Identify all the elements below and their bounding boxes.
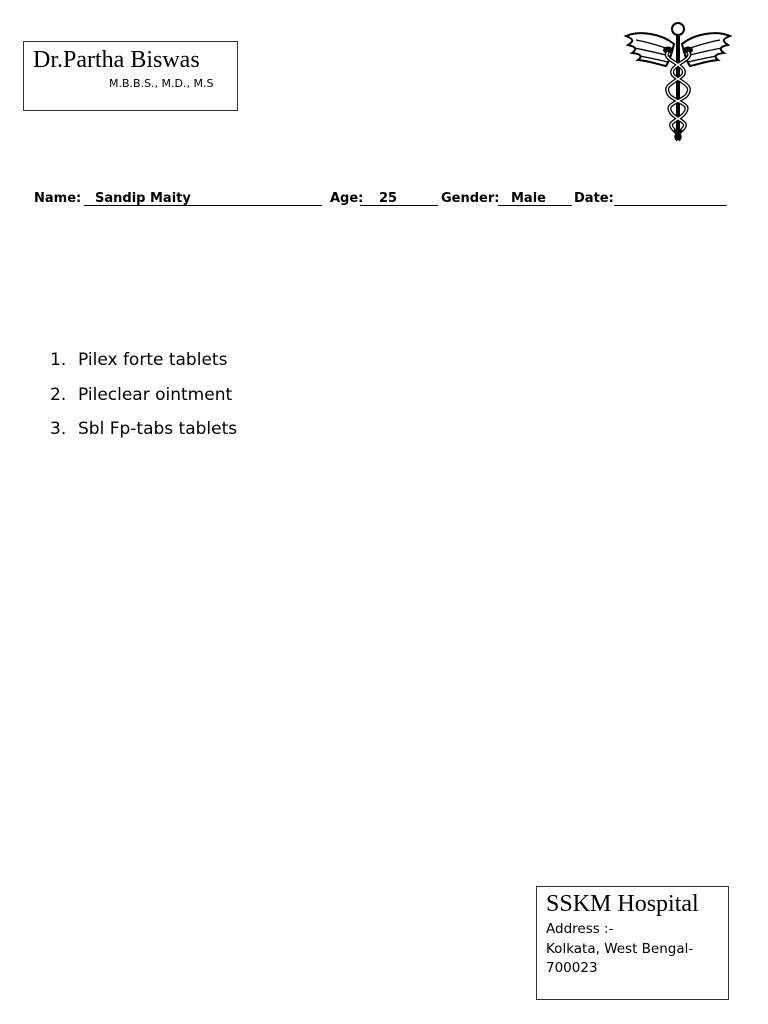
list-item (50, 416, 237, 451)
patient-details-row (34, 191, 728, 211)
date-label: Date: (574, 191, 614, 206)
item-number: 3. (50, 419, 67, 439)
caduceus-icon (622, 20, 734, 142)
medicine-name: Pileclear ointment (78, 384, 233, 405)
age-label: Age: (330, 191, 364, 206)
prescription-list (50, 347, 237, 451)
address-label: Address :- (546, 921, 614, 937)
address-line-2: 700023 (546, 960, 598, 976)
hospital-name: SSKM Hospital (546, 891, 699, 917)
doctor-header-box (23, 41, 238, 111)
patient-age-value: 25 (379, 191, 398, 206)
medicine-name: Sbl Fp-tabs tablets (78, 419, 238, 439)
patient-name-value: Sandip Maity (95, 191, 191, 206)
list-item (50, 382, 237, 417)
date-underline (614, 205, 727, 206)
list-item (50, 347, 237, 382)
gender-label: Gender: (441, 191, 500, 206)
hospital-footer-box (536, 886, 729, 1000)
age-underline (360, 205, 438, 206)
item-number: 2. (50, 384, 67, 405)
address-line-1: Kolkata, West Bengal- (546, 940, 694, 957)
doctor-degrees: M.B.B.S., M.D., M.S (109, 77, 214, 90)
medicine-name: Pilex forte tablets (78, 350, 228, 370)
name-label: Name: (34, 191, 82, 206)
item-number: 1. (50, 350, 67, 370)
doctor-name: Dr.Partha Biswas (33, 47, 200, 73)
patient-gender-value: Male (511, 191, 546, 206)
